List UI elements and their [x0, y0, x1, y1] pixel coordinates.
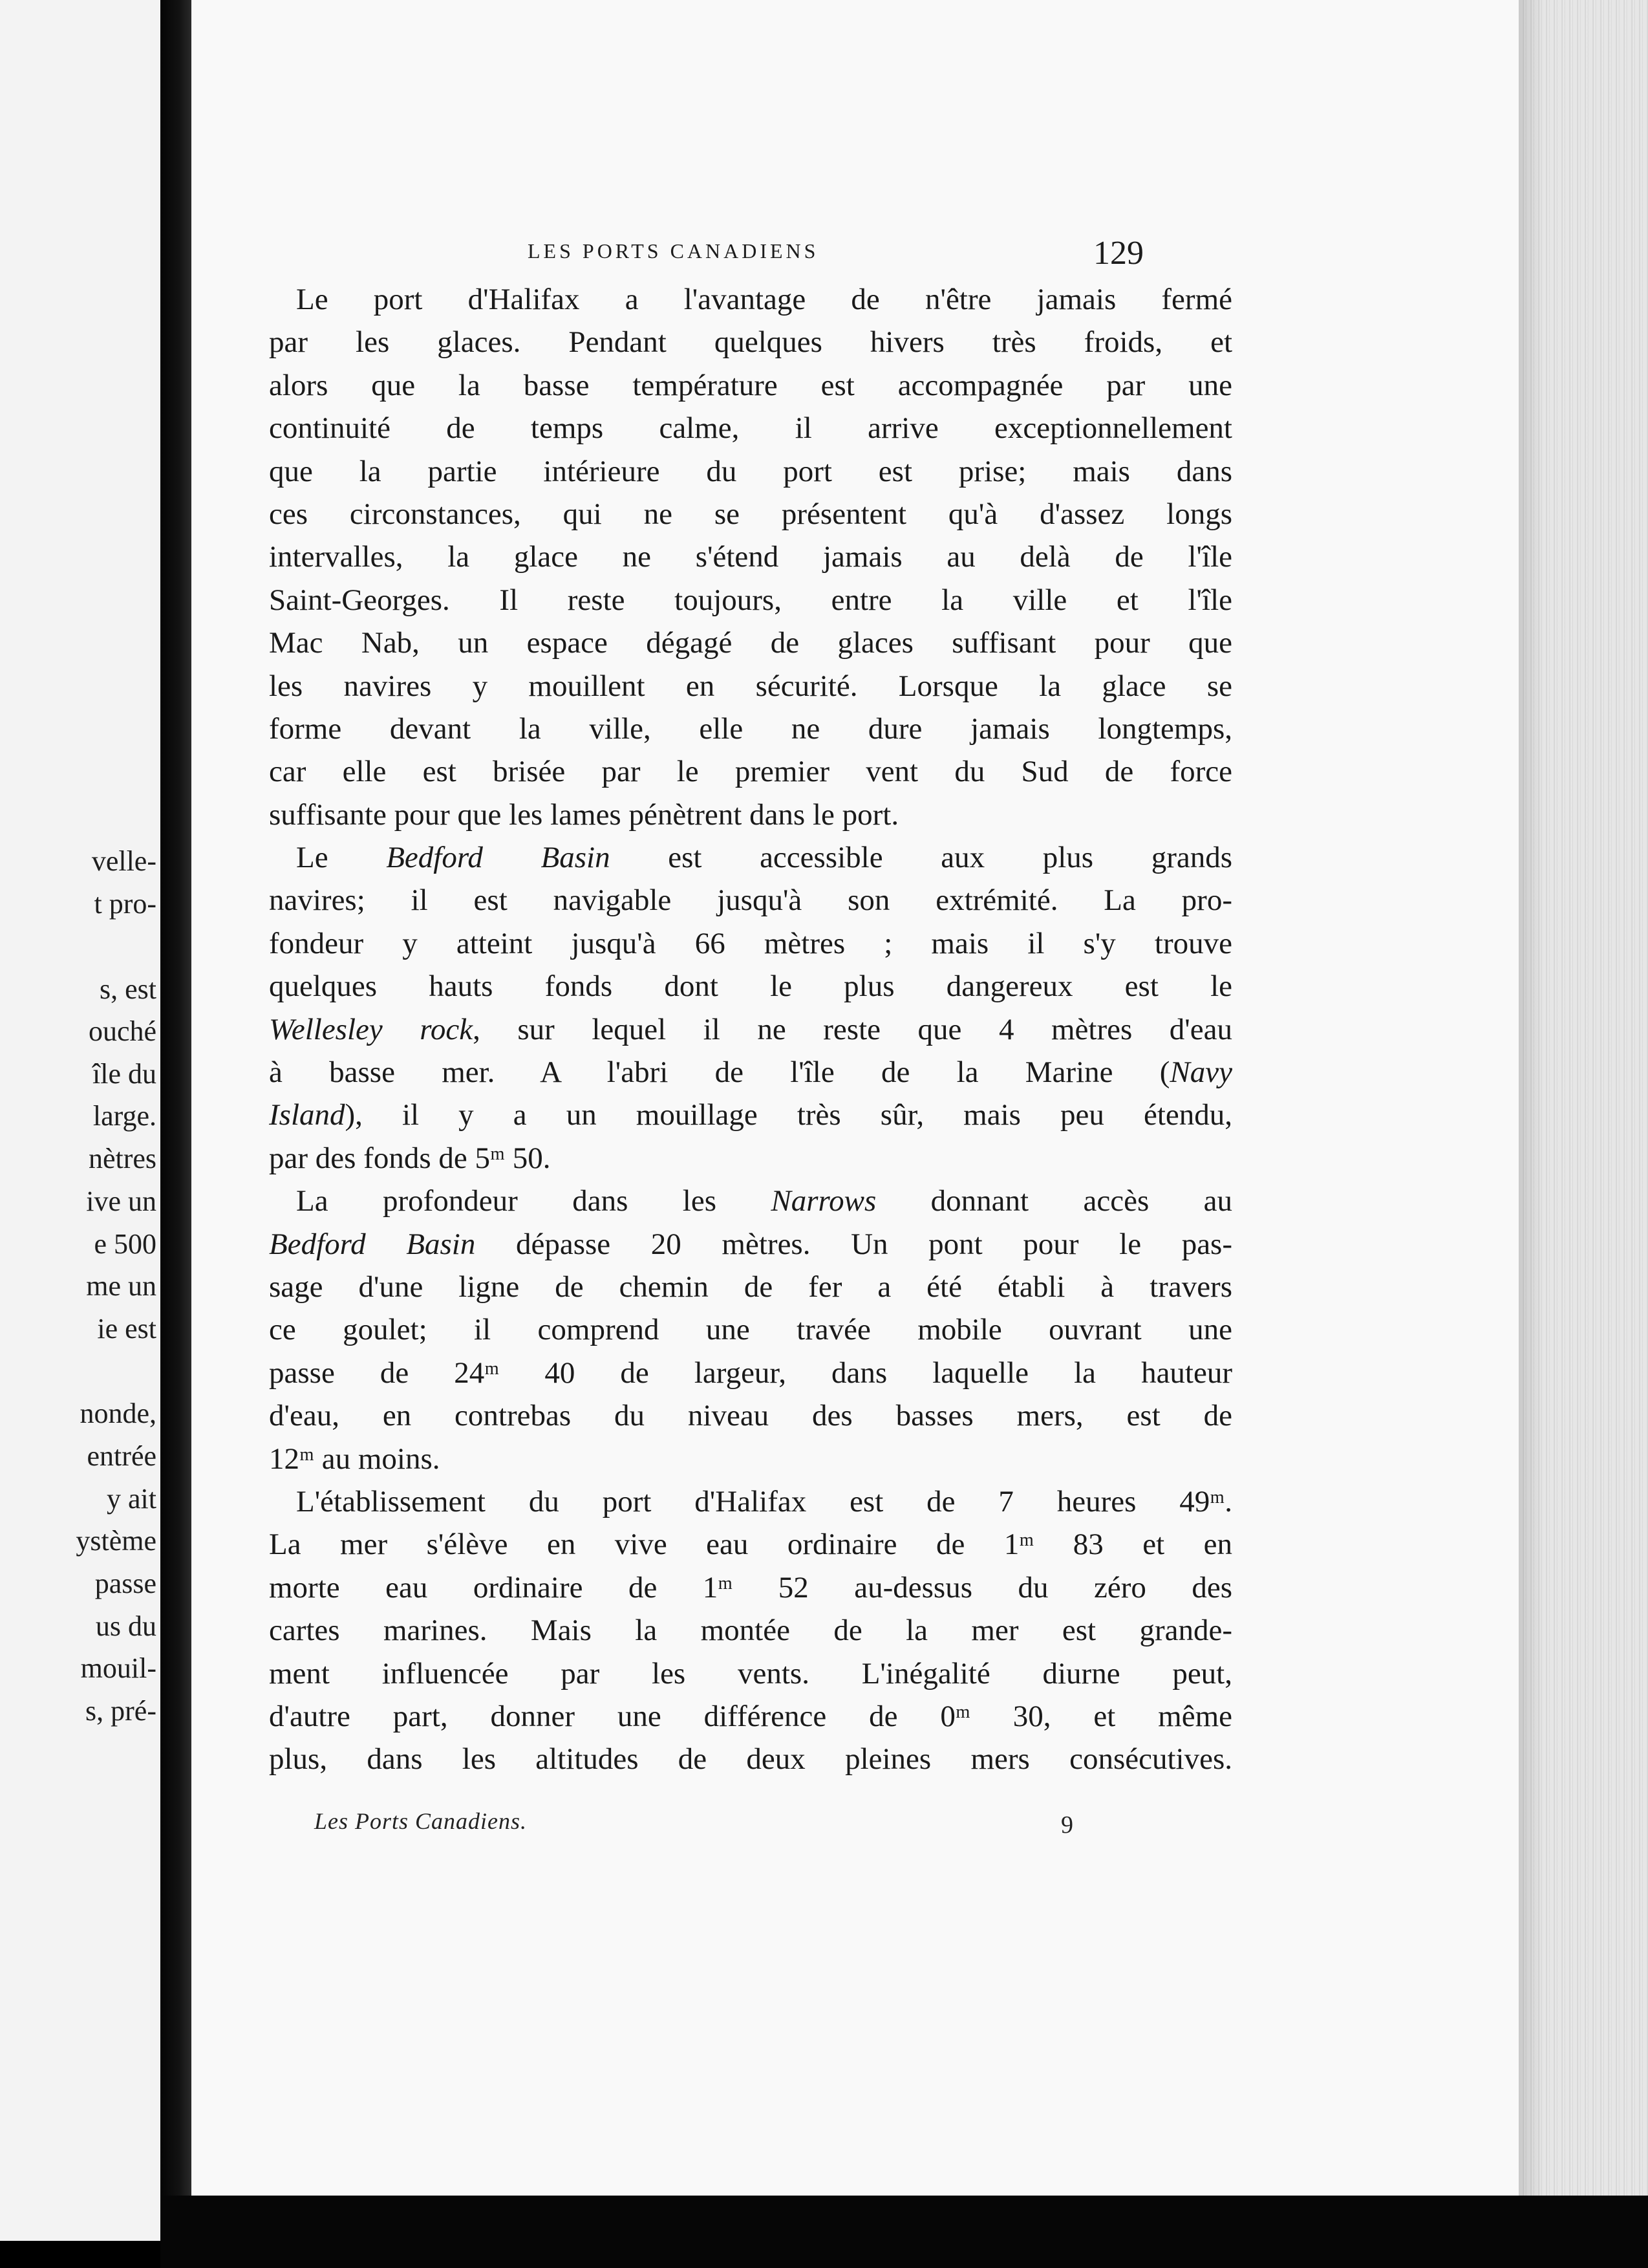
- facing-page-line: ive un: [86, 1185, 156, 1217]
- text-line: par des fonds de 5ᵐ 50.: [269, 1141, 551, 1175]
- facing-page-line: ystème: [76, 1525, 156, 1557]
- facing-page-line: s, est: [100, 973, 156, 1005]
- text-line: cartes marines. Mais la montée de la mer est grande-: [269, 1614, 1232, 1648]
- text-line: Le port d'Halifax a l'avantage de n'être jamais fermé: [296, 283, 1232, 316]
- place-name: Island: [269, 1098, 345, 1132]
- text-line: [269, 1180, 1232, 1222]
- page-number: 129: [1093, 235, 1144, 272]
- place-name: Bedford Basin: [386, 841, 610, 875]
- facing-page-fragment: [0, 0, 160, 2241]
- text-line: [269, 1008, 1232, 1051]
- text-line: [269, 1223, 1232, 1266]
- text-run: , sur lequel il ne reste que 4 mètres d'eau: [473, 1012, 1232, 1046]
- text-run: La profondeur dans les: [296, 1184, 771, 1218]
- facing-page-line: large.: [92, 1100, 156, 1132]
- place-name: Bedford Basin: [269, 1227, 476, 1261]
- text-line: sage d'une ligne de chemin de fer a été établi à travers: [269, 1269, 1232, 1304]
- facing-page-line: ie est: [97, 1313, 156, 1345]
- text-run: Le: [296, 841, 387, 875]
- text-line: 12ᵐ au moins.: [269, 1442, 440, 1476]
- text-line: d'autre part, donner une différence de 0ᵐ 30, et même: [269, 1699, 1232, 1733]
- signature-mark: 9: [1061, 1811, 1073, 1839]
- text-run: est accessible aux plus grands: [610, 841, 1232, 875]
- facing-page-line: t pro-: [94, 888, 156, 920]
- text-line: Saint-Georges. Il reste toujours, entre la ville et l'île: [269, 583, 1232, 617]
- book-page: [191, 0, 1519, 2196]
- scan-background: [160, 2196, 1648, 2268]
- facing-page-line: e 500: [94, 1228, 156, 1260]
- facing-page-line: île du: [92, 1058, 156, 1090]
- text-line: que la partie intérieure du port est prise; mais dans: [269, 454, 1232, 488]
- text-line: passe de 24ᵐ 40 de largeur, dans laquelle la hauteur: [269, 1355, 1232, 1390]
- text-line: navires; il est navigable jusqu'à son extrémité. La pro-: [269, 883, 1232, 918]
- facing-page-line: y ait: [107, 1483, 156, 1515]
- text-line: forme devant la ville, elle ne dure jamais longtemps,: [269, 711, 1232, 746]
- book-gutter: [160, 0, 191, 2241]
- text-line: La mer s'élève en vive eau ordinaire de 1ᵐ 83 et en: [269, 1528, 1232, 1562]
- text-line: [269, 1094, 1232, 1136]
- facing-page-line: ouché: [88, 1015, 156, 1047]
- place-name: Navy: [1170, 1055, 1232, 1090]
- text-line: [269, 1051, 1232, 1094]
- facing-page-line: nètres: [88, 1143, 156, 1174]
- text-run: dépasse 20 mètres. Un pont pour le pas-: [475, 1227, 1232, 1261]
- text-line: intervalles, la glace ne s'étend jamais au delà de l'île: [269, 540, 1232, 574]
- text-line: ces circonstances, qui ne se présentent qu'à d'assez longs: [269, 497, 1232, 531]
- text-run: à basse mer. A l'abri de l'île de la Marine (: [269, 1055, 1170, 1090]
- text-line: par les glaces. Pendant quelques hivers très froids, et: [269, 325, 1232, 360]
- text-line: morte eau ordinaire de 1ᵐ 52 au-dessus du zéro des: [269, 1570, 1232, 1604]
- text-line: fondeur y atteint jusqu'à 66 mètres ; mais il s'y trouve: [269, 926, 1232, 960]
- page-edges: [1519, 0, 1648, 2238]
- text-run: donnant accès au: [876, 1184, 1232, 1218]
- text-line: L'établissement du port d'Halifax est de 7 heures 49ᵐ.: [296, 1484, 1232, 1518]
- facing-page-line: velle-: [91, 845, 156, 877]
- facing-page-line: me un: [86, 1270, 156, 1302]
- text-line: suffisante pour que les lames pénètrent dans le port.: [269, 797, 899, 832]
- place-name: Wellesley rock: [269, 1012, 473, 1046]
- text-line: ce goulet; il comprend une travée mobile ouvrant une: [269, 1313, 1232, 1347]
- text-line: ment influencée par les vents. L'inégalité diurne peut,: [269, 1656, 1232, 1690]
- text-line: [269, 836, 1232, 879]
- text-line: d'eau, en contrebas du niveau des basses mers, est de: [269, 1399, 1232, 1433]
- text-line: Mac Nab, un espace dégagé de glaces suffisant pour que: [269, 626, 1232, 660]
- text-line: car elle est brisée par le premier vent du Sud de force: [269, 755, 1232, 789]
- facing-page-line: entrée: [87, 1440, 156, 1472]
- text-line: plus, dans les altitudes de deux pleines mers consécutives.: [269, 1742, 1232, 1777]
- facing-page-line: us du: [95, 1610, 156, 1642]
- text-run: ), il y a un mouillage très sûr, mais peu étendu,: [345, 1098, 1232, 1132]
- text-line: quelques hauts fonds dont le plus dangereux est le: [269, 969, 1232, 1004]
- text-line: alors que la basse température est accompagnée par une: [269, 368, 1232, 402]
- signature-line: Les Ports Canadiens.: [314, 1808, 528, 1834]
- facing-page-line: passe: [94, 1568, 156, 1599]
- facing-page-line: s, pré-: [85, 1695, 156, 1727]
- text-line: les navires y mouillent en sécurité. Lorsque la glace se: [269, 669, 1232, 703]
- facing-page-line: nonde,: [80, 1398, 156, 1429]
- running-head: [191, 235, 1519, 278]
- running-title: LES PORTS CANADIENS: [528, 239, 819, 263]
- body-text: [269, 278, 1232, 1781]
- facing-page-line: mouil-: [80, 1652, 156, 1684]
- text-line: continuité de temps calme, il arrive exceptionnellement: [269, 411, 1232, 446]
- place-name: Narrows: [771, 1184, 877, 1218]
